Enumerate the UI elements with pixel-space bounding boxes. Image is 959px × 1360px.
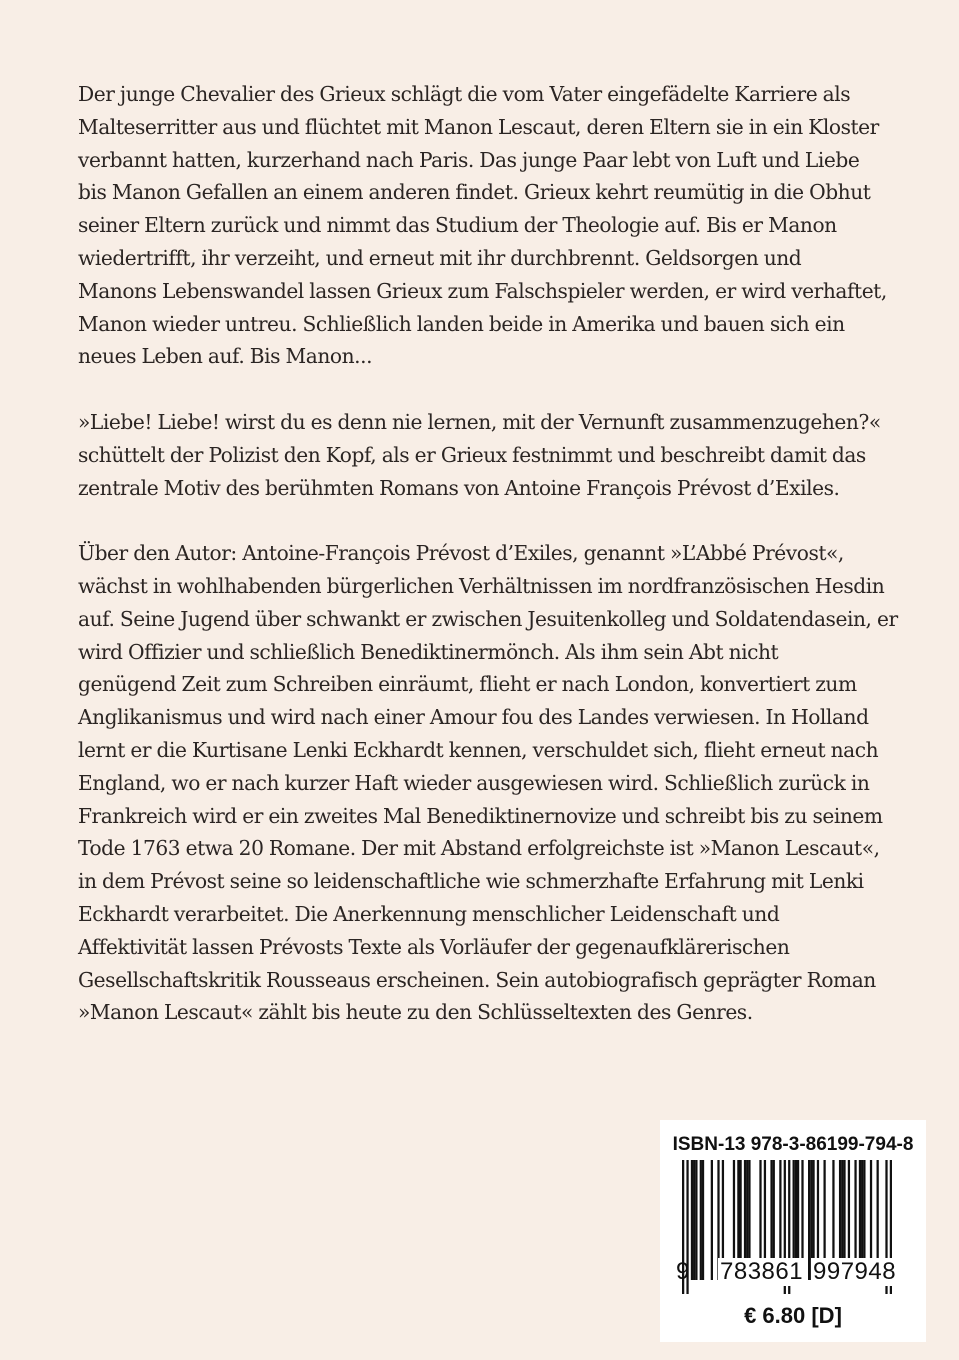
- text-line: auf. Seine Jugend über schwankt er zwischen Jesuitenkolleg und Soldatendasein, er: [78, 606, 898, 631]
- text-line: Eckhardt verarbeitet. Die Anerkennung menschlicher Leidenschaft und: [78, 901, 780, 926]
- text-line: wiedertrifft, ihr verzeiht, und erneut mit ihr durchbrennt. Geldsorgen und: [78, 245, 802, 270]
- text-line: Affektivität lassen Prévosts Texte als Vorläufer der gegenaufklärerischen: [78, 934, 790, 959]
- barcode-digit-first: 9: [676, 1258, 690, 1285]
- barcode-digits: [676, 1252, 908, 1294]
- back-cover-text: [78, 78, 898, 1062]
- quote-paragraph: [78, 406, 898, 504]
- text-line: in dem Prévost seine so leidenschaftliche wie schmerzhafte Erfahrung mit Lenki: [78, 869, 864, 894]
- synopsis-paragraph: [78, 78, 898, 373]
- text-line: »Manon Lescaut« zählt bis heute zu den Schlüsseltexten des Genres.: [78, 1000, 753, 1025]
- barcode-digit-group-right: 997948: [813, 1258, 897, 1285]
- author-bio-paragraph: [78, 537, 898, 1029]
- text-line: Manons Lebenswandel lassen Grieux zum Falschspieler werden, er wird verhaftet,: [78, 278, 887, 303]
- text-line: Malteserritter aus und flüchtet mit Manon Lescaut, deren Eltern sie in ein Kloster: [78, 114, 879, 139]
- barcode-label: [660, 1120, 926, 1342]
- text-line: Tode 1763 etwa 20 Romane. Der mit Abstand erfolgreichste ist »Manon Lescaut«,: [78, 836, 880, 861]
- text-line: wächst in wohlhabenden bürgerlichen Verhältnissen im nordfranzösischen Hesdin: [78, 573, 885, 598]
- text-line: neues Leben auf. Bis Manon...: [78, 344, 373, 369]
- text-line: Manon wieder untreu. Schließlich landen beide in Amerika und bauen sich ein: [78, 311, 845, 336]
- text-line: schüttelt der Polizist den Kopf, als er Grieux festnimmt und beschreibt damit das: [78, 442, 866, 467]
- price-text: € 6.80 [D]: [744, 1303, 842, 1328]
- text-line: »Liebe! Liebe! wirst du es denn nie lernen, mit der Vernunft zusammenzugehen?«: [78, 409, 881, 434]
- isbn-text: ISBN-13 978-3-86199-794-8: [672, 1134, 914, 1155]
- text-line: seiner Eltern zurück und nimmt das Studium der Theologie auf. Bis er Manon: [78, 213, 837, 238]
- text-line: bis Manon Gefallen an einem anderen findet. Grieux kehrt reumütig in die Obhut: [78, 180, 871, 205]
- text-line: Der junge Chevalier des Grieux schlägt die vom Vater eingefädelte Karriere als: [78, 82, 851, 106]
- text-line: Anglikanismus und wird nach einer Amour fou des Landes verwiesen. In Holland: [78, 705, 869, 730]
- text-line: England, wo er nach kurzer Haft wieder ausgewiesen wird. Schließlich zurück in: [78, 770, 870, 795]
- text-line: lernt er die Kurtisane Lenki Eckhardt kennen, verschuldet sich, flieht erneut nach: [78, 737, 879, 762]
- text-line: wird Offizier und schließlich Benediktinermönch. Als ihm sein Abt nicht: [78, 639, 779, 664]
- text-line: zentrale Motiv des berühmten Romans von Antoine François Prévost d’Exiles.: [78, 475, 840, 500]
- text-line: verbannt hatten, kurzerhand nach Paris. Das junge Paar lebt von Luft und Liebe: [78, 147, 860, 172]
- text-line: genügend Zeit zum Schreiben einräumt, flieht er nach London, konvertiert zum: [78, 672, 857, 697]
- text-line: Über den Autor: Antoine-François Prévost d’Exiles, genannt »L’Abbé Prévost«,: [78, 541, 844, 566]
- barcode-digit-group-left: 783861: [720, 1258, 804, 1285]
- text-line: Gesellschaftskritik Rousseaus erscheinen. Sein autobiografisch geprägter Roman: [78, 967, 876, 992]
- text-line: Frankreich wird er ein zweites Mal Benediktinernovize und schreibt bis zu seinem: [78, 803, 883, 828]
